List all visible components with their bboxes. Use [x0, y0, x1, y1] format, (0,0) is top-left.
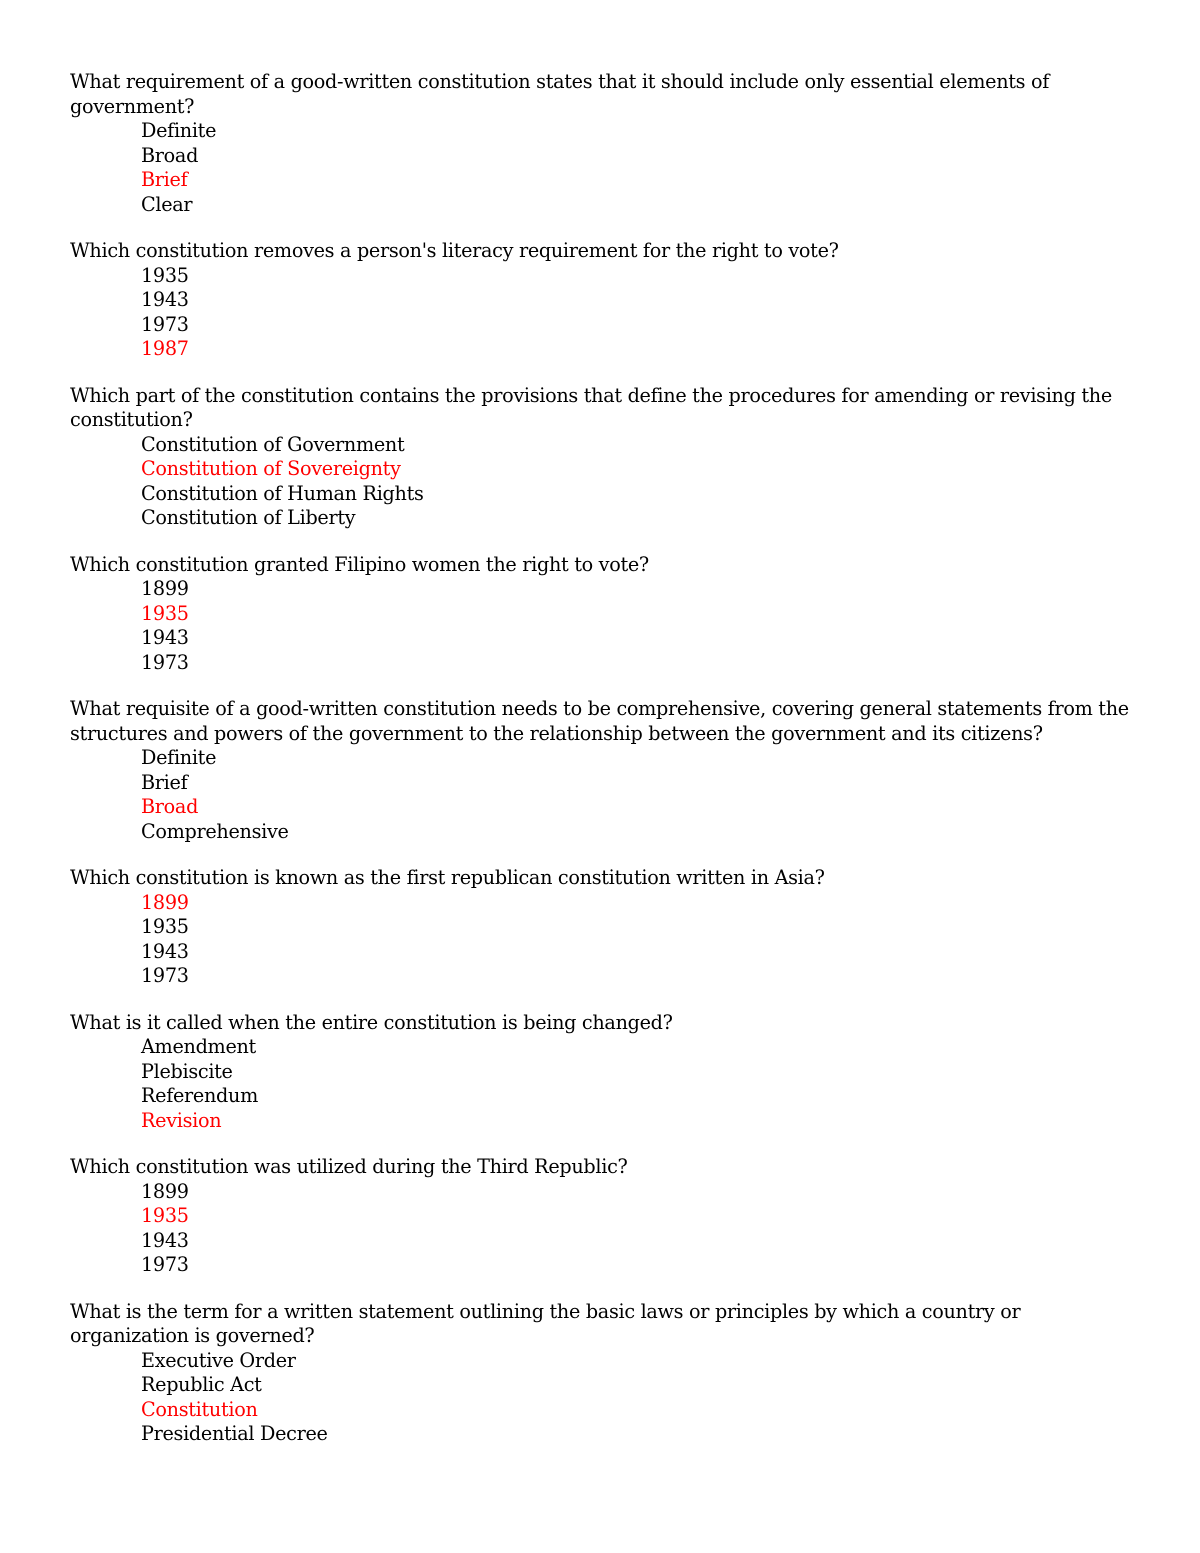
answer-option: Executive Order: [141, 1348, 296, 1372]
answer-option: Definite: [141, 119, 217, 142]
answer-option-correct: Constitution: [141, 1397, 258, 1421]
answer-option: Constitution of Human Rights: [141, 481, 424, 505]
answer-option: 1935: [141, 263, 189, 287]
question-block: [70, 384, 1140, 531]
question-block: [70, 697, 1140, 844]
answer-options: [70, 264, 1140, 362]
answer-option: 1943: [141, 1228, 189, 1252]
question-text: What is the term for a written statement outlining the basic laws or principles by which a country or organization is governed?: [70, 1299, 1021, 1347]
answer-option: Constitution of Government: [141, 432, 405, 456]
answer-options: [70, 1035, 1140, 1133]
answer-option: 1973: [141, 312, 189, 336]
question-text: Which constitution was utilized during the Third Republic?: [70, 1155, 628, 1178]
question-text: Which constitution is known as the first republican constitution written in Asia?: [70, 866, 825, 889]
answer-option: Constitution of Liberty: [141, 506, 356, 529]
question-text: What requirement of a good-written constitution states that it should include only essential elements of government?: [70, 70, 1050, 118]
question-block: [70, 70, 1140, 217]
answer-option: Clear: [141, 192, 193, 216]
answer-option: Definite: [141, 746, 217, 769]
answer-option: Republic Act: [141, 1373, 262, 1396]
answer-option: 1935: [141, 915, 189, 938]
answer-option: Referendum: [141, 1084, 258, 1107]
question-text: Which constitution granted Filipino women the right to vote?: [70, 552, 649, 576]
answer-option: Amendment: [141, 1035, 256, 1058]
answer-option-correct: 1899: [141, 890, 189, 914]
answer-option: 1943: [141, 626, 189, 649]
answer-options: [70, 1180, 1140, 1278]
document-page: [70, 70, 1140, 1469]
answer-option-correct: Constitution of Sovereignty: [141, 457, 401, 480]
answer-option-correct: 1987: [141, 337, 189, 360]
answer-option: 1943: [141, 939, 189, 963]
answer-option-correct: Revision: [141, 1108, 222, 1132]
question-text: What requisite of a good-written constitution needs to be comprehensive, covering general statements from the structures and powers of the government to the relationship between the government and its citizens?: [70, 697, 1129, 745]
answer-option: 1899: [141, 577, 189, 600]
question-block: [70, 1155, 1140, 1278]
question-block: [70, 1300, 1140, 1447]
answer-option: 1973: [141, 1253, 189, 1276]
question-block: [70, 1011, 1140, 1134]
answer-options: [70, 891, 1140, 989]
question-block: [70, 239, 1140, 362]
question-text: Which constitution removes a person's literacy requirement for the right to vote?: [70, 239, 839, 262]
answer-option-correct: 1935: [141, 1204, 189, 1227]
question-block: [70, 866, 1140, 989]
answer-option: 1943: [141, 288, 189, 311]
answer-option: Comprehensive: [141, 819, 289, 843]
answer-option: Plebiscite: [141, 1059, 233, 1083]
answer-option: Brief: [141, 770, 188, 794]
answer-option-correct: Brief: [141, 168, 188, 191]
answer-option: 1973: [141, 650, 189, 674]
answer-option: 1899: [141, 1179, 189, 1203]
question-block: [70, 553, 1140, 676]
answer-option-correct: 1935: [141, 601, 189, 625]
answer-option: Presidential Decree: [141, 1422, 328, 1445]
answer-options: [70, 119, 1140, 217]
answer-options: [70, 746, 1140, 844]
answer-options: [70, 577, 1140, 675]
answer-option: 1973: [141, 964, 189, 987]
answer-option-correct: Broad: [141, 795, 199, 818]
answer-options: [70, 1349, 1140, 1447]
question-text: What is it called when the entire constitution is being changed?: [70, 1010, 673, 1034]
answer-option: Broad: [141, 143, 199, 167]
answer-options: [70, 433, 1140, 531]
question-text: Which part of the constitution contains the provisions that define the procedures for amending or revising the constitution?: [70, 383, 1112, 431]
